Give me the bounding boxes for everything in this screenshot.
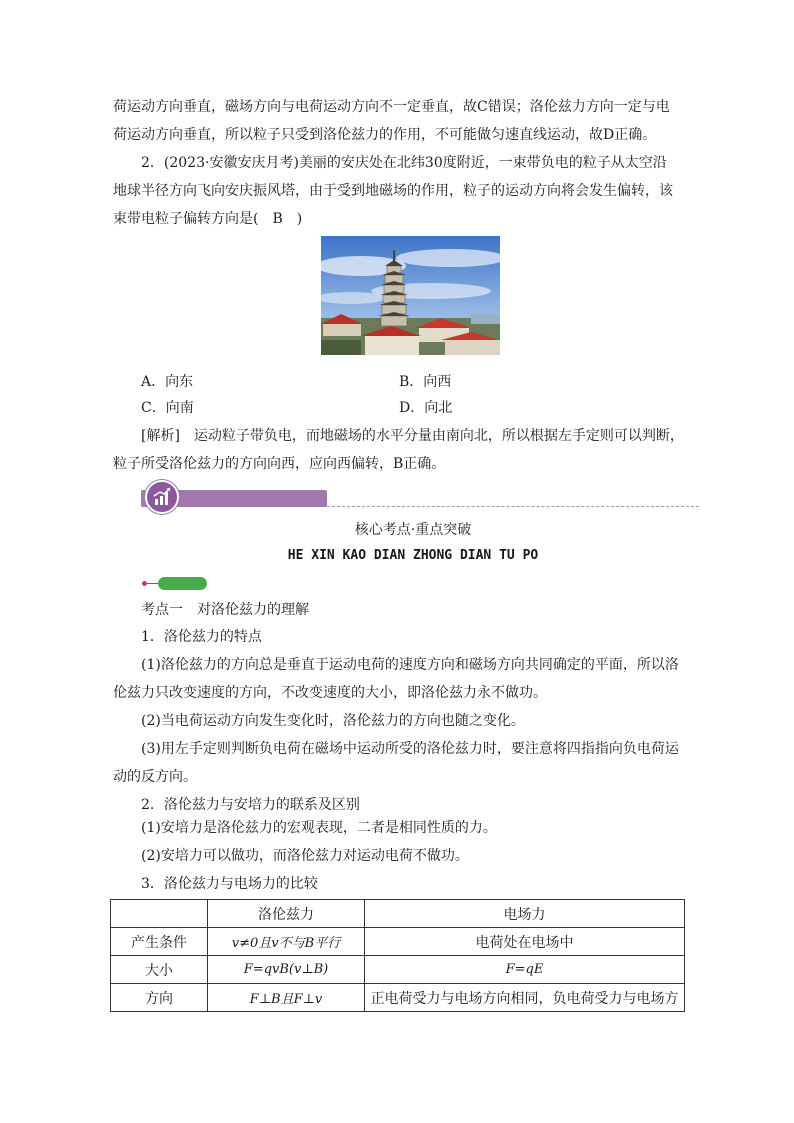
table-header-row [111,900,685,928]
paragraph-line: 伦兹力只改变速度的方向，不改变速度的大小，即洛伦兹力永不做功。 [113,685,547,701]
table-cell: 大小 [111,956,208,984]
topic-marker-line [146,583,158,584]
section-pinyin: HE XIN KAO DIAN ZHONG DIAN TU PO [287,548,539,563]
option-a: A．向东 [141,374,194,390]
table-cell: F=qE [365,956,685,984]
comparison-table [110,899,685,1012]
subheading: 3．洛伦兹力与电场力的比较 [141,876,318,892]
subheading: 2．洛伦兹力与安培力的联系及区别 [141,797,360,813]
paragraph-line: (1)安培力是洛伦兹力的宏观表现，二者是相同性质的力。 [141,820,497,836]
table-cell: 电荷处在电场中 [365,928,685,956]
table-row [111,928,685,956]
table-cell: v≠0且v不与B平行 [208,928,365,956]
table-header-cell: 电场力 [365,900,685,928]
text-line: 荷运动方向垂直，磁场方向与电荷运动方向不一定垂直，故C错误；洛伦兹力方向一定与电 [113,99,670,115]
table-cell: 正电荷受力与电场方向相同，负电荷受力与电场方 [365,984,685,1012]
table-header-cell [111,900,208,928]
paragraph-line: (2)安培力可以做功，而洛伦兹力对运动电荷不做功。 [141,848,469,864]
question-2-line: 束带电粒子偏转方向是( B ) [113,211,303,227]
option-c: C．向南 [141,400,194,416]
paragraph-line: (3)用左手定则判断负电荷在磁场中运动所受的洛伦兹力时，要注意将四指指向负电荷运 [141,741,679,757]
table-cell: 产生条件 [111,928,208,956]
section-divider [327,506,699,507]
analysis-line: 粒子所受洛伦兹力的方向向西，应向西偏转，B正确。 [113,456,446,472]
analysis-line: [解析] 运动粒子带负电，而地磁场的水平分量由南向北，所以根据左手定则可以判断， [141,428,684,444]
paragraph-line: (2)当电荷运动方向发生变化时，洛伦兹力的方向也随之变化。 [141,713,525,729]
subheading: 1．洛伦兹力的特点 [141,629,262,645]
paragraph-line: 动的反方向。 [113,769,197,785]
table-row [111,984,685,1012]
section-title: 核心考点·重点突破 [354,522,472,538]
topic-heading: 考点一 对洛伦兹力的理解 [141,602,309,618]
table-cell: F⊥B且F⊥v [208,984,365,1012]
table-header-cell: 洛伦兹力 [208,900,365,928]
option-b: B．向西 [399,374,452,390]
table-cell: F=qvB(v⊥B) [208,956,365,984]
table-row [111,956,685,984]
question-2-line: 2．(2023·安徽安庆月考)美丽的安庆处在北纬30度附近，一束带负电的粒子从太空沿 [141,155,667,171]
chart-growth-icon [145,480,179,514]
paragraph-line: (1)洛伦兹力的方向总是垂直于运动电荷的速度方向和磁场方向共同确定的平面，所以洛 [141,657,679,673]
text-line: 荷运动方向垂直，所以粒子只受到洛伦兹力的作用，不可能做匀速直线运动，故D正确。 [113,127,657,143]
pagoda-photo [321,236,500,355]
question-2-line: 地球半径方向飞向安庆振风塔，由于受到地磁场的作用，粒子的运动方向将会发生偏转，该 [113,183,673,199]
topic-marker-pill [158,577,207,590]
table-cell: 方向 [111,984,208,1012]
option-d: D．向北 [399,400,453,416]
